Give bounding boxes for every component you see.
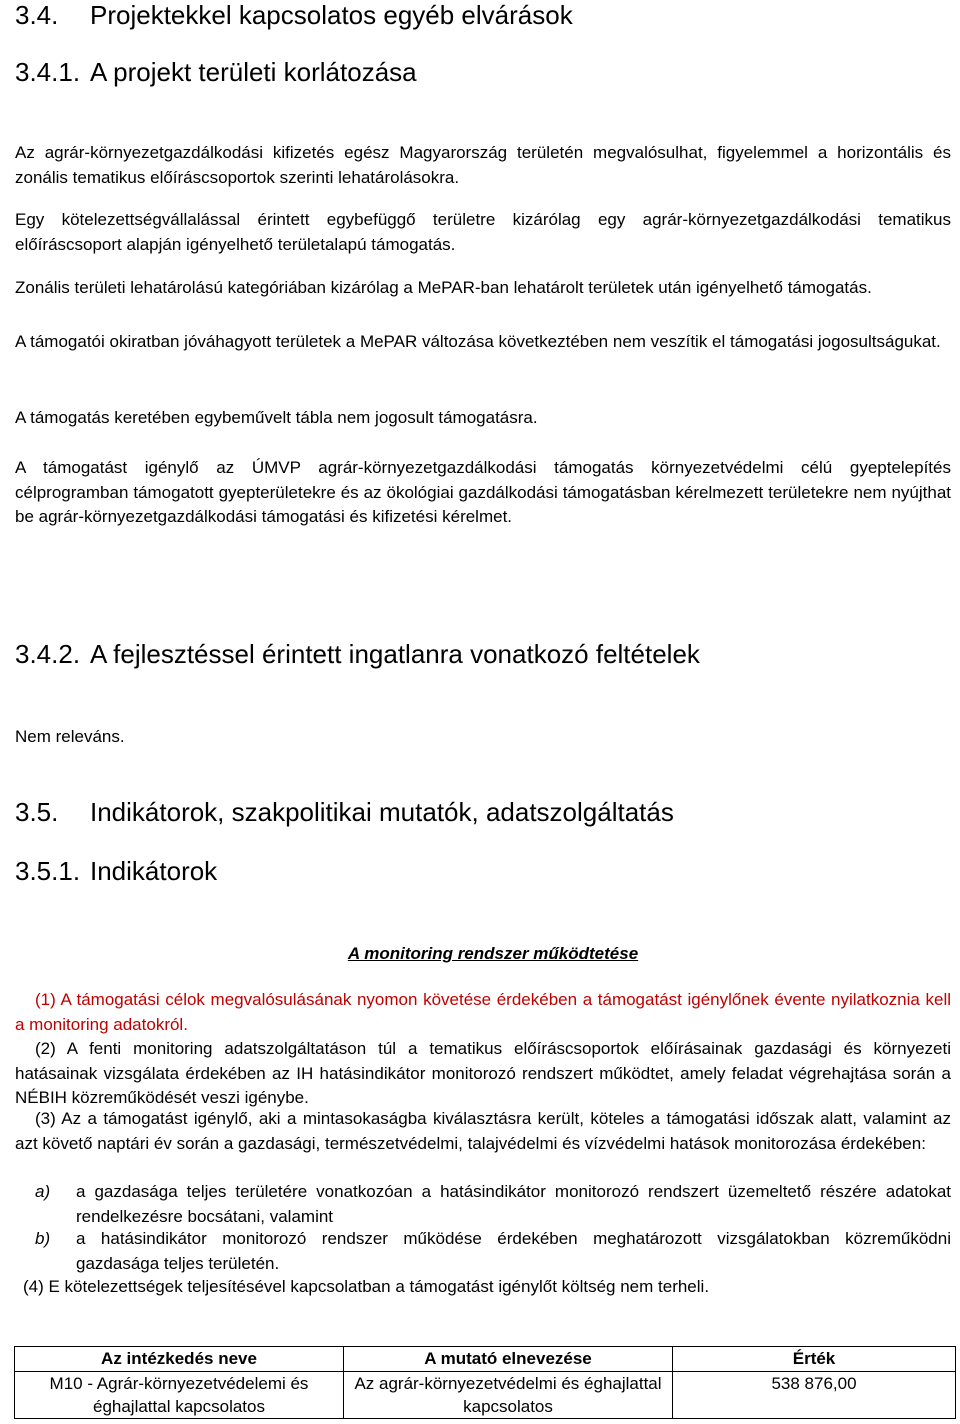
table-row <box>15 1372 956 1419</box>
paragraph: Egy kötelezettségvállalással érintett egybefüggő területre kizárólag egy agrár-környezetgazdálkodási tematikus előíráscsoport alapján igényelhető területalapú támogatás. <box>15 210 951 254</box>
table-cell: Az agrár-környezetvédelmi és éghajlattal kapcsolatos <box>344 1372 673 1419</box>
table-cell: 538 876,00 <box>673 1372 956 1419</box>
section-number: 3.4. <box>15 0 59 30</box>
monitoring-item-a <box>35 1180 951 1226</box>
monitoring-title: A monitoring rendszer működtetése <box>347 944 639 963</box>
section-title: Projektekkel kapcsolatos egyéb elvárások <box>90 0 573 30</box>
section-3-4-1-heading <box>15 57 417 87</box>
section-3-4-2-heading <box>15 639 700 669</box>
section-title: A projekt területi korlátozása <box>90 57 417 87</box>
monitoring-p3-text: (3) Az a támogatást igénylő, aki a mintasokaságba kiválasztásra került, köteles a támogatási időszak alatt, valamint az azt követő naptári év során a gazdasági, természetvédelmi, talajvédelmi és vízvédelmi hatások monitorozása érdekében: <box>15 1109 951 1153</box>
monitoring-p2-text: (2) A fenti monitoring adatszolgáltatáson túl a tematikus előíráscsoportok előírásainak gazdasági és környezeti hatásainak vizsgálata érdekében az IH hatásindikátor monitorozó rendszert működtet, amely feladat végrehajtása során a NÉBIH közreműködését veszi igénybe. <box>15 1039 951 1107</box>
table-header-cell: Érték <box>673 1347 956 1372</box>
paragraph: A támogatás keretében egybeművelt tábla nem jogosult támogatásra. <box>15 408 538 427</box>
paragraph: Zonális területi lehatárolású kategóriában kizárólag a MePAR-ban lehatárolt területek után igényelhető támogatás. <box>15 278 872 297</box>
section-number: 3.4.1. <box>15 57 81 87</box>
item-label: b) <box>35 1229 51 1248</box>
section-title: Indikátorok, szakpolitikai mutatók, adatszolgáltatás <box>90 797 674 827</box>
section-title: Indikátorok <box>90 856 218 886</box>
item-label: a) <box>35 1182 51 1201</box>
paragraph: A támogatói okiratban jóváhagyott területek a MePAR változása következtében nem veszítik el támogatási jogosultságukat. <box>15 332 941 351</box>
monitoring-item-b <box>35 1227 951 1273</box>
monitoring-p1-text: (1) A támogatási célok megvalósulásának nyomon követése érdekében a támogatást igénylőnek évente nyilatkoznia kell a monitoring adatokról. <box>15 990 951 1034</box>
section-3-5-1-heading <box>15 856 217 886</box>
paragraph: Nem releváns. <box>15 727 125 746</box>
indicator-table <box>14 1346 956 1419</box>
paragraph: Az agrár-környezetgazdálkodási kifizetés egész Magyarország területén megvalósulhat, figyelemmel a horizontális és zonális tematikus előíráscsoportok szerinti lehatárolásokra. <box>15 143 951 187</box>
monitoring-paragraph-4: (4) E kötelezettségek teljesítésével kapcsolatban a támogatást igénylőt költség nem terheli. <box>23 1277 710 1296</box>
section-number: 3.5. <box>15 797 59 827</box>
table-header-cell: Az intézkedés neve <box>15 1347 344 1372</box>
section-number: 3.5.1. <box>15 856 81 886</box>
table-cell: M10 - Agrár-környezetvédelemi és éghajlattal kapcsolatos <box>15 1372 344 1419</box>
section-3-5-heading <box>15 797 674 827</box>
paragraph: A támogatást igénylő az ÚMVP agrár-környezetgazdálkodási támogatás környezetvédelmi célú gyeptelepítés célprogramban támogatott gyepterületekre és az ökológiai gazdálkodási támogatásban kérelmezett területekre nem nyújthat be agrár-környezetgazdálkodási támogatási és kifizetési kérelmet. <box>15 458 951 526</box>
table-header-row <box>15 1347 956 1372</box>
table-header-cell: A mutató elnevezése <box>344 1347 673 1372</box>
section-title: A fejlesztéssel érintett ingatlanra vonatkozó feltételek <box>90 639 700 669</box>
section-3-4-heading <box>15 0 573 30</box>
item-text: a gazdasága teljes területére vonatkozóan a hatásindikátor monitorozó rendszert üzemeltető részére adatokat rendelkezésre bocsátani, valamint <box>76 1182 951 1226</box>
item-text: a hatásindikátor monitorozó rendszer működése érdekében meghatározott vizsgálatokban közreműködni gazdasága teljes területén. <box>76 1229 951 1273</box>
monitoring-paragraph-2 <box>15 1037 951 1111</box>
section-number: 3.4.2. <box>15 639 81 669</box>
monitoring-paragraph-3 <box>15 1107 951 1156</box>
monitoring-paragraph-1 <box>15 988 951 1037</box>
